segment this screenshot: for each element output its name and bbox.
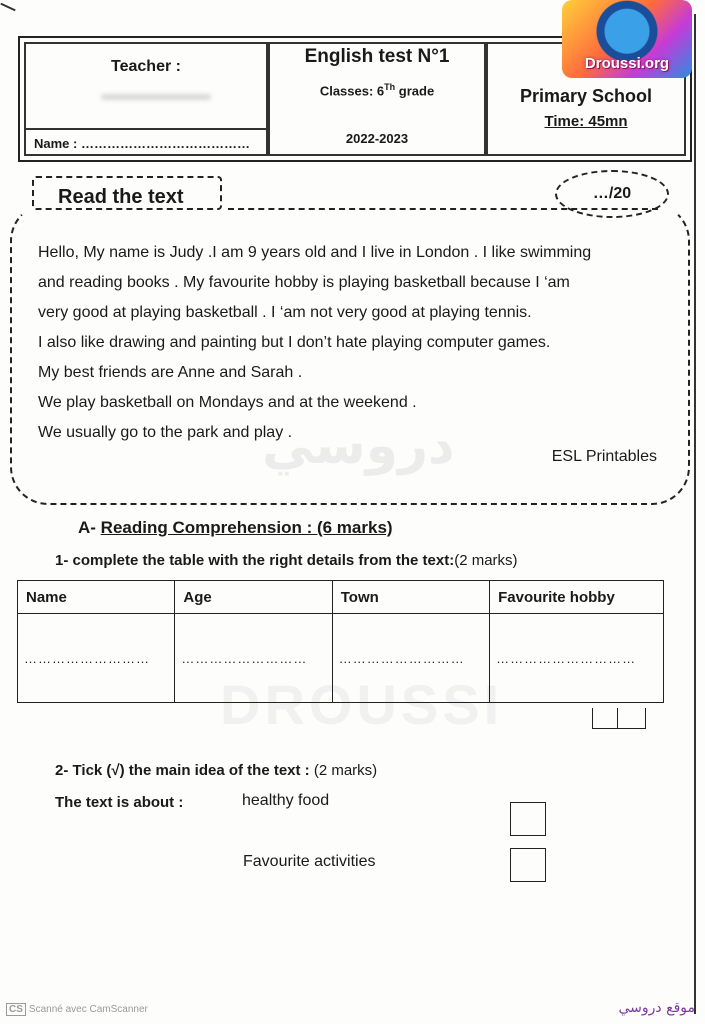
blank-name[interactable]: ………………………	[18, 614, 175, 703]
droussi-logo: Droussi.org	[562, 0, 692, 78]
header-name: Name	[18, 581, 175, 614]
camscanner-icon: CS	[6, 1003, 26, 1016]
scanner-footer: CS Scanné avec CamScanner	[6, 1003, 148, 1016]
passage-line: My best friends are Anne and Sarah .	[38, 364, 303, 381]
classes-label: Classes: 6Th grade	[319, 82, 435, 99]
blank-town[interactable]: ………………………	[332, 614, 489, 703]
details-table	[17, 580, 664, 703]
page-right-border	[694, 14, 696, 1014]
text-source: ESL Printables	[551, 448, 657, 465]
time-limit: Time: 45mn	[544, 113, 628, 130]
passage-line: very good at playing basketball . I ‘am not very good at playing tennis.	[38, 304, 532, 321]
blank-hobby[interactable]: …………………………	[490, 614, 664, 703]
corner-mark	[0, 3, 15, 12]
tick-box-healthy-food[interactable]	[510, 802, 546, 836]
total-score: …/20	[555, 170, 669, 218]
test-info-cell	[268, 42, 486, 156]
question-1: 1- complete the table with the right details from the text:(2 marks)	[55, 552, 518, 569]
header-town: Town	[332, 581, 489, 614]
passage-line: We usually go to the park and play .	[38, 424, 293, 441]
school-year: 2022-2023	[345, 131, 409, 146]
table-header-row	[18, 581, 664, 614]
section-a-heading: A- Reading Comprehension : (6 marks)	[78, 518, 393, 537]
reading-passage	[38, 238, 668, 448]
teacher-label: Teacher :	[111, 58, 181, 75]
option-healthy-food: healthy food	[242, 792, 330, 809]
header-age: Age	[175, 581, 332, 614]
read-text-title: Read the text	[32, 176, 222, 210]
teacher-name-redacted	[101, 94, 211, 100]
watermark-latin: DROUSSI	[220, 673, 504, 736]
passage-line: and reading books . My favourite hobby is playing basketball because I ‘am	[38, 274, 570, 291]
mark-box	[592, 708, 646, 729]
tick-box-favourite-activities[interactable]	[510, 848, 546, 882]
teacher-cell	[24, 42, 268, 156]
question-2: 2- Tick (√) the main idea of the text : (2 marks)	[55, 762, 378, 779]
table-row	[18, 614, 664, 703]
about-label: The text is about :	[55, 794, 184, 811]
site-credit: موقع دروسي	[618, 1000, 695, 1016]
header-hobby: Favourite hobby	[490, 581, 664, 614]
mark-box-divider	[617, 708, 618, 728]
student-name-field: Name : …………………………………	[26, 128, 266, 154]
option-favourite-activities: Favourite activities	[243, 853, 376, 870]
passage-line: Hello, My name is Judy .I am 9 years old and I live in London . I like swimming	[38, 244, 592, 261]
watermark-arabic: دروسي	[262, 416, 455, 476]
passage-line: We play basketball on Mondays and at the weekend .	[38, 394, 417, 411]
test-title: English test N°1	[304, 46, 450, 67]
passage-line: I also like drawing and painting but I don’t hate playing computer games.	[38, 334, 551, 351]
blank-age[interactable]: ………………………	[175, 614, 332, 703]
school-name: Primary School	[519, 86, 653, 106]
